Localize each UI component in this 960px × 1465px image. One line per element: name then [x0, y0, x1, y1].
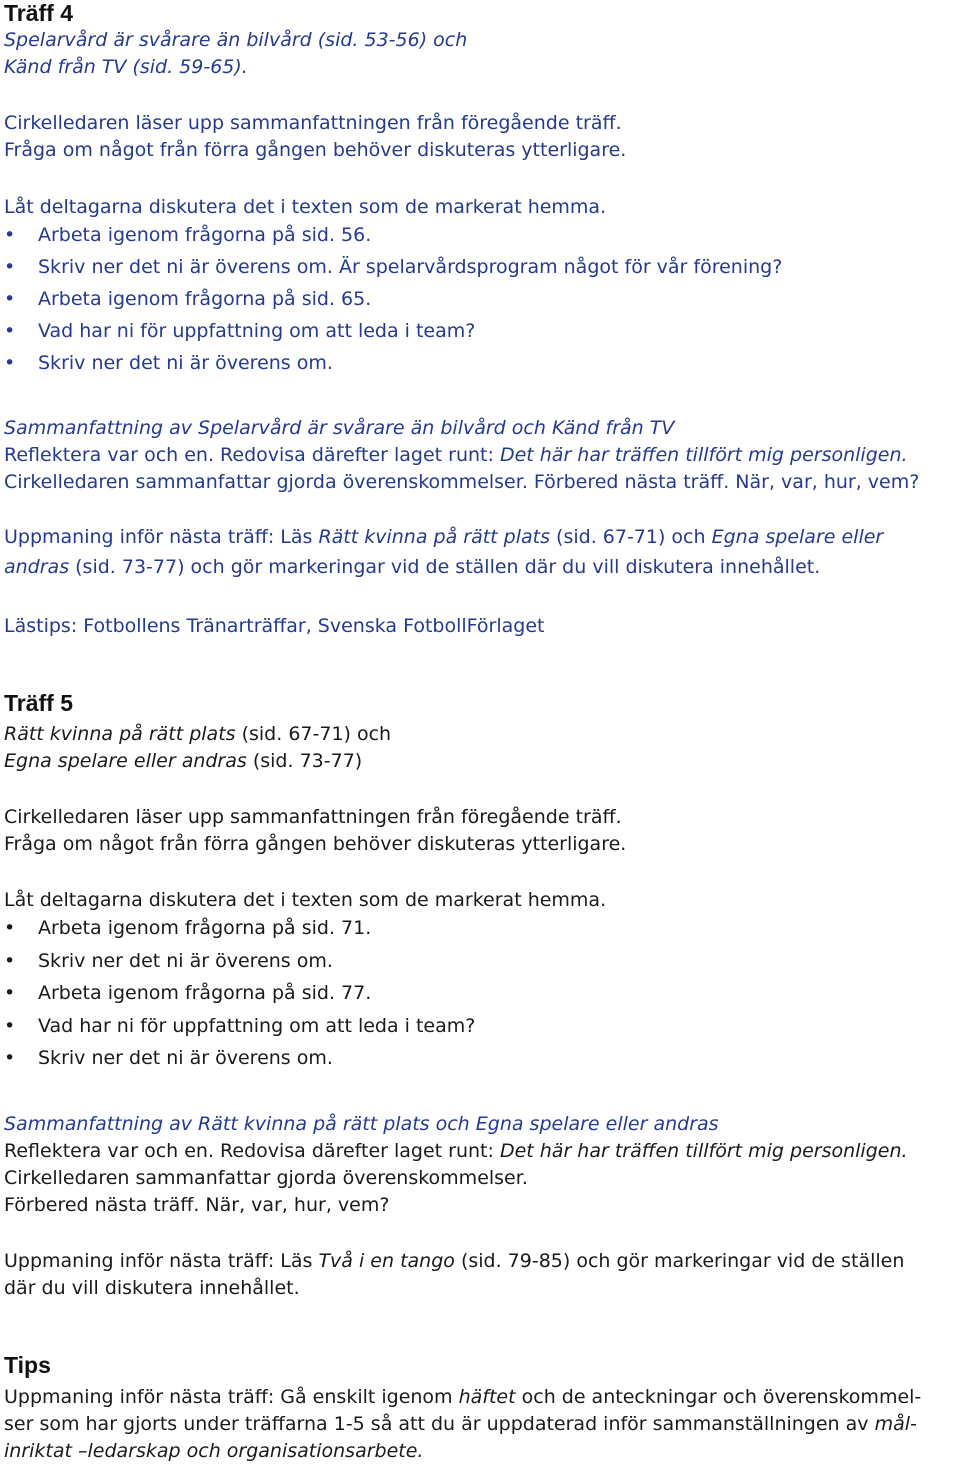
traff5-summary-line: Cirkelledaren sammanfattar gjorda överenskommelser. [4, 1167, 528, 1189]
traff4-summary-line: Cirkelledaren sammanfattar gjorda överenskommelser. Förbered nästa träff. När, var, hur, vem? [4, 471, 920, 493]
traff5-summary-line: Förbered nästa träff. När, var, hur, vem? [4, 1194, 390, 1216]
bullet-glyph: • [4, 1014, 16, 1037]
bullet-glyph: • [4, 1047, 16, 1069]
traff5-subtitle-line: Egna spelare eller andras (sid. 73-77) [4, 750, 363, 772]
bullet-glyph: • [4, 949, 16, 972]
traff5-heading: Träff 5 [4, 690, 74, 716]
list-item: • Arbeta igenom frågorna på sid. 56. [4, 219, 782, 251]
traff4-next-meeting-cont: andras (sid. 73-77) och gör markeringar vid de ställen där du vill diskutera innehållet. [4, 556, 821, 578]
tips-line: inriktat –ledarskap och organisationsarbete. [4, 1440, 424, 1462]
tips-line: Uppmaning inför nästa träff: Gå enskilt igenom häftet och de anteckningar och överenskommel- [4, 1386, 922, 1408]
bullet-glyph: • [4, 224, 16, 246]
list-item: • Vad har ni för uppfattning om att leda i team? [4, 1010, 475, 1043]
traff5-next-meeting: Uppmaning inför nästa träff: Läs Två i en tango (sid. 79-85) och gör markeringar vid de ställen [4, 1250, 905, 1272]
traff4-subtitle [4, 27, 467, 81]
tips-heading: Tips [4, 1352, 51, 1378]
tips-line: ser som har gjorts under träffarna 1-5 så att du är uppdaterad inför sammanställningen av mål- [4, 1413, 917, 1435]
traff4-summary-line: Reflektera var och en. Redovisa därefter laget runt: Det här har träffen tillfört mig personligen. [4, 444, 908, 466]
bullet-glyph: • [4, 288, 16, 310]
list-item: • Skriv ner det ni är överens om. [4, 347, 782, 379]
traff4-next-meeting: Uppmaning inför nästa träff: Läs Rätt kvinna på rätt plats (sid. 67-71) och Egna spelare eller [4, 526, 884, 548]
traff5-summary-title: Sammanfattning av Rätt kvinna på rätt plats och Egna spelare eller andras [4, 1113, 719, 1135]
traff5-next-meeting-cont: där du vill diskutera innehållet. [4, 1277, 300, 1299]
bullet-glyph: • [4, 320, 16, 342]
traff4-subtitle-line: Känd från TV (sid. 59-65). [4, 56, 248, 78]
bullet-glyph: • [4, 982, 16, 1004]
list-item: • Arbeta igenom frågorna på sid. 65. [4, 283, 782, 315]
traff4-subtitle-line: Spelarvård är svårare än bilvård (sid. 53-56) och [4, 29, 468, 51]
list-item: • Skriv ner det ni är överens om. [4, 1042, 475, 1075]
list-item: • Vad har ni för uppfattning om att leda i team? [4, 315, 782, 347]
traff5-intro-line: Fråga om något från förra gången behöver diskuteras ytterligare. [4, 833, 627, 855]
bullet-glyph: • [4, 352, 16, 374]
traff5-bullet-list [4, 912, 475, 1075]
traff4-heading: Träff 4 [4, 0, 74, 26]
reading-tip: Lästips: Fotbollens Tränarträffar, Svenska FotbollFörlaget [4, 615, 545, 637]
list-item: • Arbeta igenom frågorna på sid. 71. [4, 912, 475, 945]
traff5-intro [4, 804, 626, 858]
list-item: • Skriv ner det ni är överens om. [4, 945, 475, 978]
traff4-summary-title: Sammanfattning av Spelarvård är svårare än bilvård och Känd från TV [4, 417, 675, 439]
traff4-intro-line: Fråga om något från förra gången behöver diskuteras ytterligare. [4, 139, 627, 161]
traff4-bullet-list [4, 219, 782, 379]
list-item: • Skriv ner det ni är överens om. Är spelarvårdsprogram något för vår förening? [4, 251, 782, 283]
bullet-glyph: • [4, 256, 16, 278]
traff5-discuss-text: Låt deltagarna diskutera det i texten som de markerat hemma. [4, 889, 607, 911]
bullet-glyph: • [4, 917, 16, 939]
traff4-intro [4, 110, 626, 164]
traff5-intro-line: Cirkelledaren läser upp sammanfattningen från föregående träff. [4, 806, 622, 828]
traff4-intro-line: Cirkelledaren läser upp sammanfattningen från föregående träff. [4, 112, 622, 134]
traff4-discuss-text: Låt deltagarna diskutera det i texten som de markerat hemma. [4, 196, 607, 218]
traff5-summary-line: Reflektera var och en. Redovisa därefter laget runt: Det här har träffen tillfört mig personligen. [4, 1140, 908, 1162]
list-item: • Arbeta igenom frågorna på sid. 77. [4, 977, 475, 1010]
traff5-subtitle-line: Rätt kvinna på rätt plats (sid. 67-71) och [4, 723, 392, 745]
